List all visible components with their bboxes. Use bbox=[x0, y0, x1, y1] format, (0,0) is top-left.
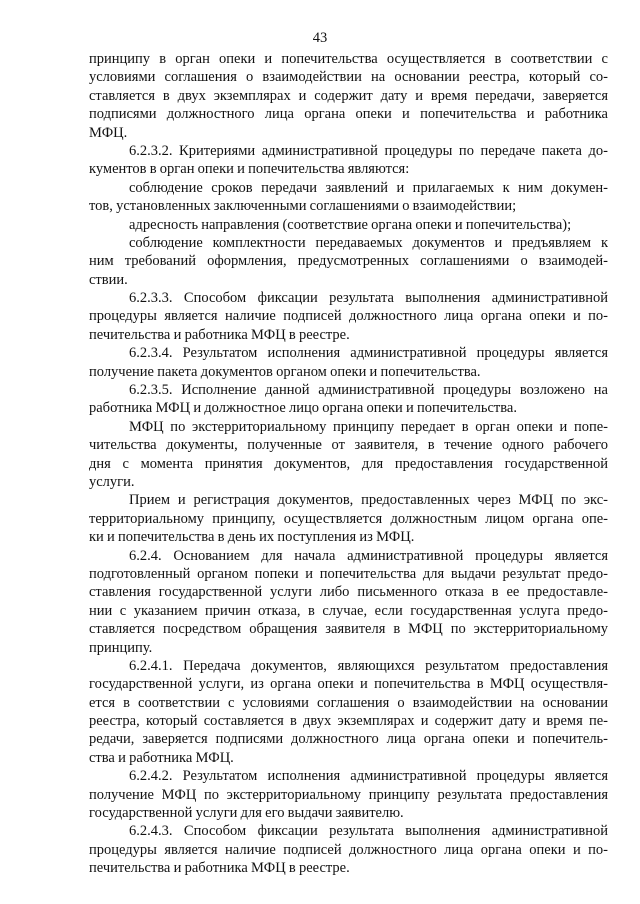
text-line: принципу. bbox=[89, 639, 153, 656]
text-line: редачи, заверяется подписями должностного лица органа опеки и попечитель- bbox=[89, 731, 608, 748]
text-line: ставляется в двух экземплярах и содержит дату и время передачи, заверяется bbox=[89, 87, 608, 104]
text-line: получение пакета документов органом опеки и попечительства. bbox=[89, 363, 481, 380]
text-line: МФЦ по экстерриториальному принципу передает в орган опеки и попе- bbox=[129, 418, 608, 435]
text-line: ки и попечительства в день их поступления из МФЦ. bbox=[89, 529, 415, 546]
text-line: 6.2.3.3. Способом фиксации результата выполнения административной bbox=[129, 290, 608, 307]
text-line: работника МФЦ и должностное лицо органа опеки и попечительства. bbox=[89, 400, 517, 417]
text-line: процедуры является наличие подписей должностного лица органа опеки и по- bbox=[89, 308, 608, 325]
text-line: тов, установленных заключенными соглашениями о взаимодействии; bbox=[89, 198, 517, 215]
text-line: дня с момента принятия документов, для предоставления государственной bbox=[89, 455, 608, 472]
text-line: адресность направления (соответствие органа опеки и попечительства); bbox=[129, 216, 572, 233]
text-line: условиями соглашения о взаимодействии на основании реестра, который со- bbox=[89, 69, 608, 86]
text-line: ствии. bbox=[89, 271, 128, 288]
text-line: Прием и регистрация документов, предоставленных через МФЦ по экс- bbox=[129, 492, 608, 509]
text-line: получение МФЦ по экстерриториальному принципу результата предоставления bbox=[89, 786, 608, 803]
text-line: 6.2.3.4. Результатом исполнения административной процедуры является bbox=[129, 345, 608, 362]
text-line: подписями должностного лица органа опеки и попечительства и работника bbox=[89, 106, 608, 123]
text-line: нии с указанием причин отказа, в случае, если государственная услуга предо- bbox=[89, 602, 608, 619]
document-body bbox=[89, 50, 608, 878]
text-line: государственной услуги, из органа опеки и попечительства в МФЦ осуществля- bbox=[89, 676, 608, 693]
text-line: 6.2.4.2. Результатом исполнения административной процедуры является bbox=[129, 768, 608, 785]
text-line: печительства и работника МФЦ в реестре. bbox=[89, 326, 350, 343]
text-line: подготовленный органом попеки и попечительства для выдачи результат предо- bbox=[89, 565, 608, 582]
text-line: ним требований оформления, предусмотренных соглашениями о взаимодей- bbox=[89, 253, 608, 270]
text-line: печительства и работника МФЦ в реестре. bbox=[89, 860, 350, 877]
text-line: соблюдение комплектности передаваемых документов и предъявляем к bbox=[129, 234, 608, 251]
text-line: соблюдение сроков передачи заявлений и прилагаемых к ним докумен- bbox=[129, 179, 608, 196]
text-line: ставления государственной услуги либо письменного отказа в ее предоставле- bbox=[89, 584, 608, 601]
text-line: кументов в орган опеки и попечительства являются: bbox=[89, 161, 410, 178]
text-line: процедуры является наличие подписей должностного лица органа опеки и по- bbox=[89, 841, 608, 858]
page-number: 43 bbox=[312, 30, 328, 46]
text-line: услуги. bbox=[89, 473, 135, 490]
text-line: ства и работника МФЦ. bbox=[89, 749, 234, 766]
text-line: ется в соответствии с условиями соглашения о взаимодействии на основании bbox=[89, 694, 608, 711]
text-line: 6.2.4. Основанием для начала административной процедуры является bbox=[129, 547, 608, 564]
text-line: чительства документы, полученные от заявителя, в течение одного рабочего bbox=[89, 437, 608, 454]
text-line: 6.2.4.1. Передача документов, являющихся результатом предоставления bbox=[129, 657, 608, 674]
text-line: 6.2.3.2. Критериями административной процедуры по передаче пакета до- bbox=[129, 142, 608, 159]
text-line: МФЦ. bbox=[89, 124, 128, 141]
text-line: ставляется посредством обращения заявителя в МФЦ по экстерриториальному bbox=[89, 621, 608, 638]
text-line: территориальному принципу, осуществляется должностным лицом органа опе- bbox=[89, 510, 608, 527]
text-line: реестра, который составляется в двух экземплярах и содержит дату и время пе- bbox=[89, 713, 608, 730]
text-line: 6.2.4.3. Способом фиксации результата выполнения административной bbox=[129, 823, 608, 840]
text-line: 6.2.3.5. Исполнение данной административной процедуры возложено на bbox=[129, 382, 608, 399]
text-line: принципу в орган опеки и попечительства осуществляется в соответствии с bbox=[89, 51, 608, 67]
text-line: государственной услуги для его выдачи заявителю. bbox=[89, 805, 404, 822]
